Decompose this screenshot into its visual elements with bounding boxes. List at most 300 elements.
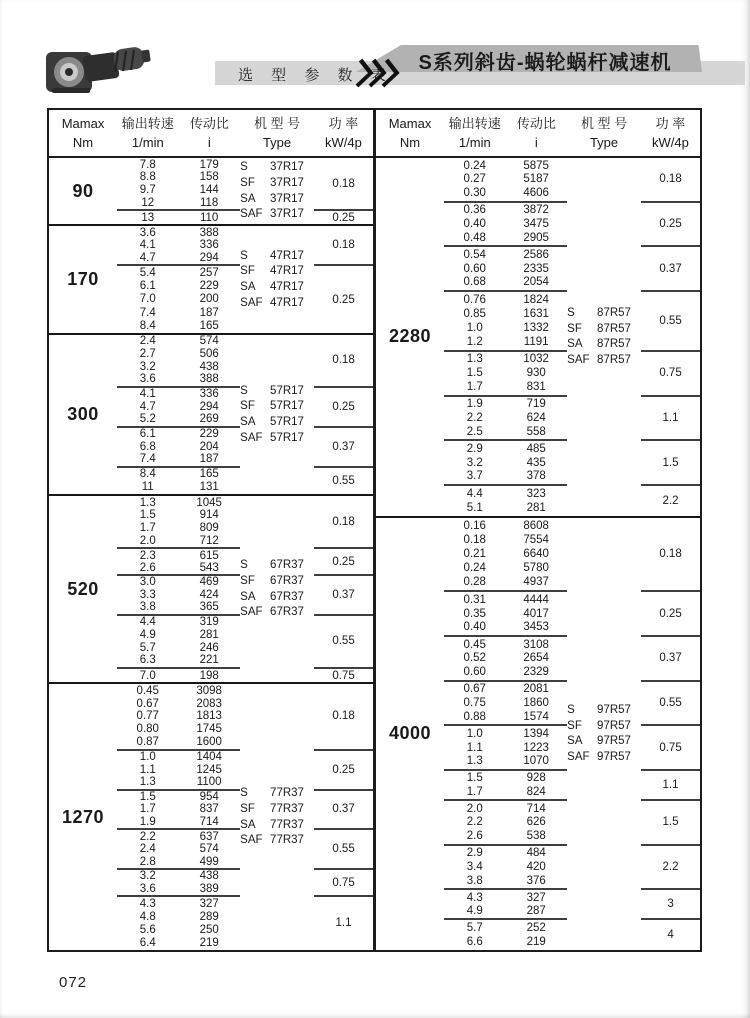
speed-value: 0.77 [136, 710, 159, 723]
ratio-value: 1394 [523, 728, 549, 741]
type-code: 37R17 [270, 177, 304, 190]
torque-group-row [376, 158, 700, 516]
speed-value: 7.4 [139, 306, 156, 319]
speed-value: 0.35 [463, 607, 486, 620]
speed-value: 6.1 [139, 428, 156, 441]
speed-ratio-columns [444, 637, 567, 682]
speed-column [444, 518, 505, 591]
type-model [240, 281, 315, 294]
power-value: 1.1 [641, 397, 700, 442]
ratio-column [505, 726, 566, 769]
speed-value: 0.31 [463, 593, 486, 606]
ratio-column [505, 397, 566, 440]
section-label: 选 型 参 数 表 [238, 67, 393, 84]
ratio-column [505, 771, 566, 799]
ratio-column [505, 158, 566, 201]
type-code: 97R57 [597, 719, 631, 732]
speed-value: 0.18 [463, 533, 486, 546]
power-value: 0.55 [332, 474, 355, 487]
speed-value: 2.2 [466, 816, 483, 829]
speed-value: 1.3 [139, 776, 156, 789]
ratio-value: 158 [199, 171, 219, 184]
type-list [240, 496, 315, 682]
speed-column [117, 428, 178, 466]
type-code: 97R57 [597, 704, 631, 717]
speed-ratio-columns [444, 292, 567, 352]
speed-value: 0.21 [463, 547, 486, 560]
type-prefix: SAF [240, 431, 263, 444]
ratio-value: 257 [199, 267, 219, 280]
power-value: 0.25 [314, 388, 373, 428]
ratio-value: 424 [199, 588, 219, 601]
speed-value: 1.5 [466, 772, 483, 785]
speed-value: 0.40 [463, 218, 486, 231]
speed-value: 4.9 [139, 629, 156, 642]
ratio-value: 252 [526, 922, 546, 935]
type-list [240, 684, 315, 950]
speed-value: 4.4 [466, 487, 483, 500]
type-code: 37R17 [270, 161, 304, 174]
type-code: 77R37 [270, 802, 304, 815]
speed-value: 1.3 [139, 496, 156, 509]
type-code: 67R37 [270, 606, 304, 619]
ratio-value: 118 [199, 196, 219, 209]
type-prefix: SAF [240, 296, 263, 309]
speed-value: 1.0 [466, 321, 483, 334]
type-code: 87R57 [597, 322, 631, 335]
ratio-value: 229 [199, 428, 219, 441]
ratio-column [178, 388, 239, 426]
type-code: 67R37 [270, 559, 304, 572]
speed-column [444, 771, 505, 799]
ratio-value: 538 [526, 829, 546, 842]
ratio-value: 336 [199, 388, 219, 401]
speed-value: 6.3 [139, 654, 156, 667]
ratio-value: 1574 [523, 710, 549, 723]
speed-value: 0.36 [463, 204, 486, 217]
speed-value: 2.9 [466, 847, 483, 860]
ratio-value: 179 [199, 158, 219, 171]
type-code: 97R57 [597, 751, 631, 763]
ratio-value: 3475 [523, 218, 549, 231]
type-model [240, 834, 315, 847]
ratio-value: 1404 [196, 751, 222, 764]
speed-ratio-columns [444, 846, 567, 891]
speed-ratio-columns [444, 920, 567, 950]
speed-value: 1.1 [139, 763, 156, 776]
ratio-value: 2654 [523, 652, 549, 665]
ratio-value: 7554 [523, 533, 549, 546]
speed-ratio-columns [117, 684, 240, 750]
ratio-value: 2054 [523, 276, 549, 289]
speed-value: 4.7 [139, 251, 156, 264]
gearbox-logo-image [44, 40, 156, 98]
power-value: 0.37 [314, 428, 373, 468]
speed-value: 2.2 [139, 830, 156, 843]
speed-ratio-columns [444, 203, 567, 248]
speed-ratio-columns [117, 335, 240, 388]
ratio-value: 2586 [523, 249, 549, 262]
type-model [240, 575, 315, 588]
speed-column [444, 292, 505, 350]
ratio-value: 1332 [523, 321, 549, 334]
speed-value: 4.8 [139, 910, 156, 923]
ratio-value: 543 [199, 561, 219, 574]
speed-value: 1.7 [139, 522, 156, 535]
column-header: 传动比 i [516, 115, 556, 150]
speed-ratio-columns [444, 486, 567, 516]
power-value: 0.25 [641, 592, 700, 637]
type-prefix: SA [240, 281, 256, 294]
ratio-column [505, 518, 566, 591]
speed-ratio-columns [117, 669, 240, 682]
ratio-column [178, 897, 239, 950]
type-prefix: SAF [567, 751, 590, 763]
torque-group-row [49, 682, 373, 950]
speed-column [117, 576, 178, 614]
torque-value: 520 [67, 578, 99, 599]
ratio-column [178, 211, 239, 224]
ratio-value: 144 [199, 183, 219, 196]
column-header: 机 型 号 Type [253, 115, 301, 150]
speed-value: 2.6 [139, 561, 156, 574]
ratio-column [505, 292, 566, 350]
table-header-row [49, 110, 373, 158]
ratio-value: 1600 [196, 735, 222, 748]
ratio-value: 200 [199, 293, 219, 306]
page-number: 072 [59, 974, 88, 991]
type-prefix: SA [240, 415, 256, 428]
speed-value: 0.24 [463, 159, 486, 172]
type-code: 67R37 [270, 575, 304, 588]
speed-value: 0.30 [463, 187, 486, 199]
power-value: 0.55 [641, 682, 700, 727]
torque-value: 2280 [388, 326, 432, 347]
ratio-value: 712 [199, 534, 219, 547]
speed-column [444, 637, 505, 680]
speed-value: 2.8 [139, 855, 156, 868]
ratio-column [505, 486, 566, 516]
speed-value: 4.3 [466, 891, 483, 904]
speed-value: 2.5 [466, 425, 483, 438]
speed-value: 1.0 [139, 751, 156, 764]
ratio-value: 336 [199, 239, 219, 252]
power-value: 2.2 [662, 494, 679, 507]
ratio-value: 558 [526, 425, 546, 438]
speed-value: 4.4 [139, 616, 156, 629]
speed-value: 6.8 [139, 440, 156, 453]
ratio-value: 4606 [523, 187, 549, 199]
ratio-value: 438 [199, 360, 219, 373]
type-prefix: SA [567, 735, 583, 748]
ratio-value: 499 [199, 855, 219, 868]
speed-value: 9.7 [139, 183, 156, 196]
speed-value: 0.60 [463, 262, 486, 275]
ratio-value: 574 [199, 843, 219, 856]
type-prefix: SAF [240, 834, 263, 847]
type-prefix: SF [240, 265, 255, 278]
speed-value: 1.2 [466, 335, 483, 348]
type-model [240, 208, 315, 221]
speed-column [444, 920, 505, 950]
type-code: 47R17 [270, 281, 304, 294]
ratio-column [178, 468, 239, 495]
ratio-value: 388 [199, 226, 219, 239]
ratio-value: 5875 [523, 159, 549, 172]
ratio-value: 4444 [523, 593, 549, 606]
speed-value: 2.2 [466, 411, 483, 424]
page-header [0, 0, 750, 108]
column-header: 功 率 kW/4p [652, 115, 689, 150]
ratio-column [178, 496, 239, 547]
speed-ratio-columns [444, 890, 567, 920]
speed-column [444, 486, 505, 516]
ratio-value: 1045 [196, 496, 222, 509]
speed-value: 8.4 [139, 319, 156, 332]
type-model [240, 177, 315, 190]
ratio-value: 930 [526, 367, 546, 380]
ratio-value: 269 [199, 413, 219, 426]
type-prefix: S [567, 704, 575, 717]
power-value: 1.5 [641, 441, 700, 486]
ratio-value: 1100 [196, 776, 222, 789]
ratio-value: 626 [526, 816, 546, 829]
speed-value: 1.5 [466, 367, 483, 380]
speed-column [117, 496, 178, 547]
speed-column [444, 592, 505, 635]
ratio-value: 1245 [196, 763, 222, 776]
type-code: 57R17 [270, 400, 304, 413]
type-code: 87R57 [597, 307, 631, 320]
speed-value: 0.67 [136, 697, 159, 710]
speed-value: 1.3 [466, 755, 483, 768]
ratio-value: 327 [526, 891, 546, 904]
table-header-row [376, 110, 700, 158]
ratio-value: 131 [199, 481, 219, 494]
ratio-value: 165 [199, 319, 219, 332]
ratio-value: 287 [526, 904, 546, 917]
type-prefix: SAF [567, 354, 590, 366]
ratio-value: 4937 [523, 576, 549, 589]
type-prefix: S [567, 307, 575, 320]
speed-value: 0.16 [463, 519, 486, 532]
type-prefix: S [240, 161, 248, 174]
type-model [567, 307, 642, 320]
column-header: 输出转速 1/min [121, 115, 174, 150]
speed-ratio-columns [117, 266, 240, 332]
speed-column [117, 669, 178, 682]
ratio-value: 110 [199, 211, 219, 224]
speed-ratio-columns [444, 592, 567, 637]
ratio-value: 229 [199, 280, 219, 293]
ratio-value: 914 [199, 509, 219, 522]
type-list [240, 158, 315, 224]
ratio-value: 1860 [523, 697, 549, 710]
ratio-value: 327 [199, 897, 219, 910]
type-code: 77R37 [270, 787, 304, 800]
power-value: 4 [667, 929, 674, 942]
speed-value: 3.3 [139, 588, 156, 601]
ratio-value: 1824 [523, 294, 549, 307]
speed-ratio-columns [117, 158, 240, 211]
speed-value: 0.80 [136, 723, 159, 736]
speed-ratio-columns [117, 549, 240, 576]
power-value: 0.25 [332, 293, 355, 306]
column-header: 输出转速 1/min [448, 115, 501, 150]
speed-value: 0.76 [463, 294, 486, 307]
speed-column [444, 247, 505, 290]
speed-value: 0.87 [136, 735, 159, 748]
ratio-column [178, 684, 239, 748]
torque-value: 170 [67, 269, 99, 290]
speed-value: 3.7 [466, 470, 483, 483]
speed-value: 12 [141, 196, 155, 209]
speed-value: 7.4 [139, 453, 156, 466]
torque-value: 4000 [388, 723, 432, 744]
power-value: 0.75 [332, 669, 355, 682]
speed-ratio-columns [444, 397, 567, 442]
ratio-column [178, 751, 239, 789]
type-prefix: SF [567, 719, 582, 732]
ratio-value: 1813 [196, 710, 222, 723]
speed-column [444, 352, 505, 395]
ratio-column [505, 890, 566, 918]
speed-ratio-columns [117, 226, 240, 266]
ratio-value: 376 [526, 874, 546, 887]
torque-group-row [49, 224, 373, 332]
type-prefix: S [240, 384, 248, 397]
power-value: 0.37 [641, 247, 700, 292]
power-value: 0.55 [314, 830, 373, 870]
speed-ratio-columns [444, 158, 567, 203]
type-model [240, 787, 315, 800]
speed-value: 13 [141, 211, 155, 224]
speed-value: 0.60 [463, 665, 486, 678]
ratio-value: 5780 [523, 562, 549, 575]
speed-value: 1.7 [466, 785, 483, 798]
type-prefix: S [240, 787, 248, 800]
speed-value: 5.1 [466, 501, 483, 514]
type-model [240, 606, 315, 619]
speed-ratio-columns [117, 830, 240, 870]
speed-column [117, 897, 178, 950]
speed-column [117, 211, 178, 224]
ratio-column [505, 682, 566, 725]
type-model [240, 265, 315, 278]
speed-ratio-columns [444, 801, 567, 846]
speed-column [117, 751, 178, 789]
speed-value: 2.0 [466, 802, 483, 815]
ratio-column [178, 335, 239, 386]
speed-value: 3.2 [466, 456, 483, 469]
torque-value: 90 [72, 180, 94, 201]
torque-group-row [376, 516, 700, 950]
speed-value: 0.27 [463, 173, 486, 186]
ratio-value: 438 [199, 870, 219, 883]
speed-value: 6.4 [139, 936, 156, 949]
ratio-value: 165 [199, 468, 219, 481]
ratio-value: 323 [526, 487, 546, 500]
type-code: 87R57 [597, 354, 631, 366]
ratio-value: 246 [199, 641, 219, 654]
ratio-value: 2335 [523, 262, 549, 275]
type-code: 77R37 [270, 818, 304, 831]
ratio-value: 8608 [523, 519, 549, 532]
power-value: 2.2 [641, 846, 700, 891]
torque-value: 300 [67, 403, 99, 424]
ratio-value: 719 [526, 398, 546, 411]
power-value: 0.25 [641, 203, 700, 248]
speed-column [117, 684, 178, 748]
power-value: 0.75 [641, 726, 700, 771]
speed-value: 2.6 [466, 829, 483, 842]
power-value: 0.18 [641, 518, 700, 593]
type-model [240, 591, 315, 604]
speed-value: 3.6 [139, 882, 156, 895]
ratio-value: 714 [526, 802, 546, 815]
speed-column [117, 791, 178, 829]
type-prefix: SF [567, 322, 582, 335]
ratio-column [178, 669, 239, 682]
type-code: 37R17 [270, 208, 304, 221]
ratio-value: 6640 [523, 547, 549, 560]
type-model [567, 751, 642, 764]
ratio-value: 289 [199, 910, 219, 923]
ratio-value: 3098 [196, 684, 222, 697]
power-value: 0.75 [314, 870, 373, 897]
speed-value: 4.1 [139, 388, 156, 401]
ratio-column [505, 846, 566, 889]
speed-value: 2.9 [466, 442, 483, 455]
type-code: 57R17 [270, 384, 304, 397]
ratio-value: 187 [199, 453, 219, 466]
speed-column [117, 266, 178, 332]
type-model [240, 250, 315, 263]
ratio-column [505, 592, 566, 635]
type-prefix: SA [240, 192, 256, 205]
table-body [376, 158, 700, 950]
type-code: 47R17 [270, 249, 304, 262]
type-code: 57R17 [270, 431, 304, 444]
speed-value: 6.1 [139, 280, 156, 293]
ratio-value: 3108 [523, 638, 549, 651]
speed-column [117, 549, 178, 574]
speed-column [444, 441, 505, 484]
ratio-column [505, 637, 566, 680]
speed-column [444, 397, 505, 440]
speed-column [444, 801, 505, 844]
type-model [240, 416, 315, 429]
ratio-column [178, 870, 239, 895]
type-prefix: SF [240, 400, 255, 413]
ratio-value: 824 [526, 785, 546, 798]
speed-value: 6.6 [466, 936, 483, 949]
speed-value: 0.75 [463, 697, 486, 710]
power-value: 0.55 [314, 616, 373, 669]
power-value: 0.55 [641, 292, 700, 352]
speed-column [117, 226, 178, 264]
ratio-value: 615 [199, 549, 219, 562]
speed-value: 2.0 [139, 534, 156, 547]
speed-value: 0.85 [463, 307, 486, 320]
power-value: 0.25 [314, 549, 373, 576]
speed-ratio-columns [117, 897, 240, 950]
power-value: 0.18 [314, 335, 373, 388]
type-list [240, 226, 315, 332]
type-model [567, 338, 642, 351]
speed-value: 1.7 [139, 803, 156, 816]
speed-value: 1.7 [466, 380, 483, 393]
